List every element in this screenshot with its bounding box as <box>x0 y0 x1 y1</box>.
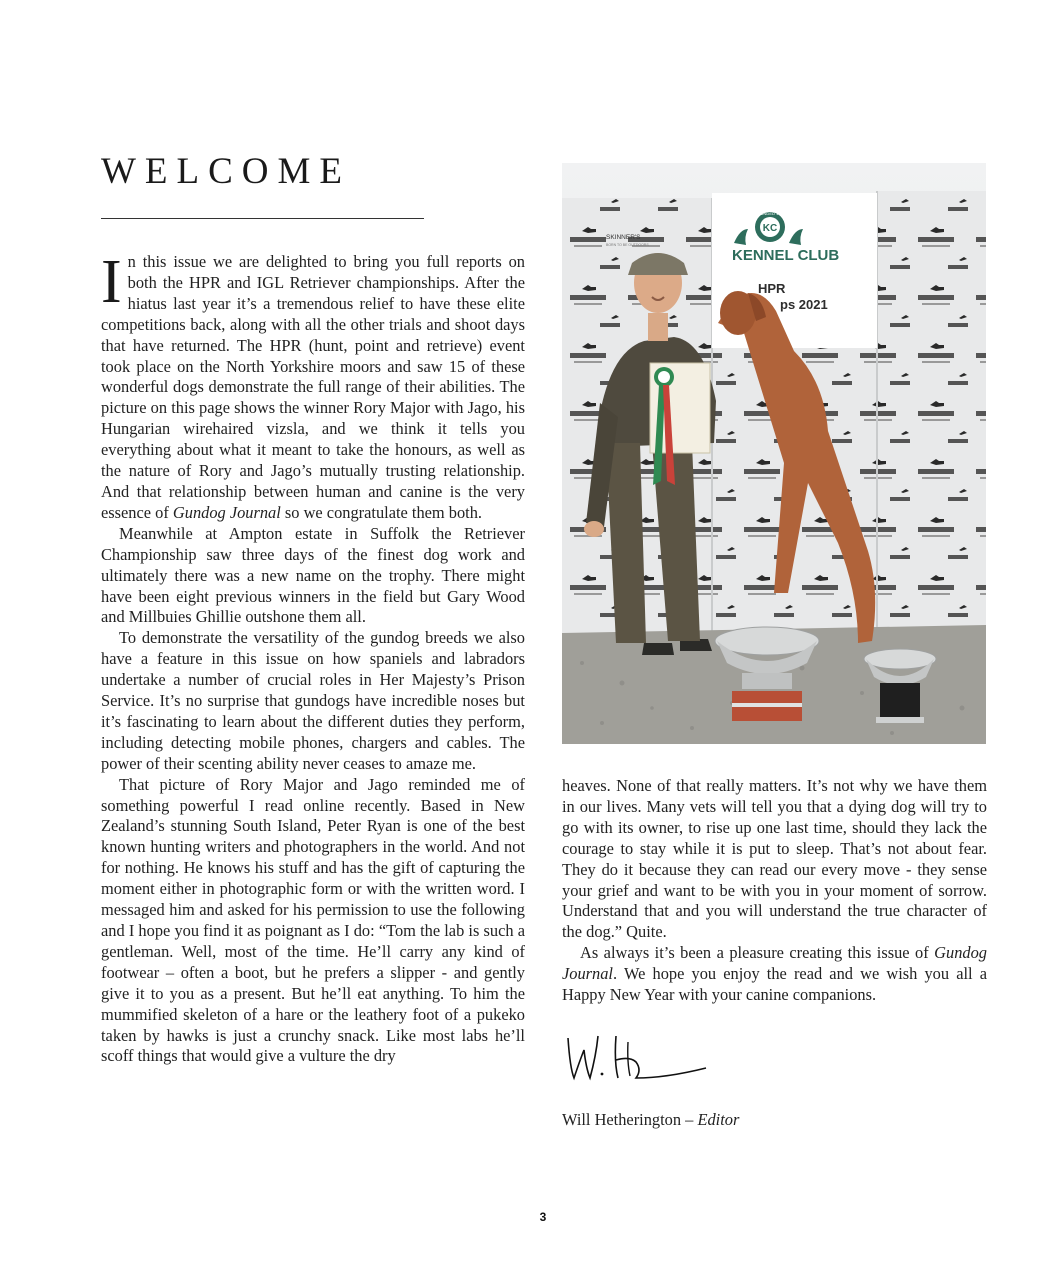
paragraph-text: so we congratulate them both. <box>280 502 482 522</box>
drop-cap: I <box>101 248 122 316</box>
svg-text:BORN TO BE OUTDOORS: BORN TO BE OUTDOORS <box>606 243 649 247</box>
paragraph-quote-end: heaves. None of that really matters. It’s not why we have them in our lives. Many vets will tell you that a dying dog will try to go with its owner, to rise up one last time, should they lack the courage to stay while it is put to sleep. That’s not about fear. They do it because they can read our every move - they sense your grief and want to be with you in your moment of sorrow. Understand that and you will understand the true character of the dog.” Quite. <box>562 776 987 942</box>
kc-badge-text: KC <box>762 223 778 234</box>
magazine-name: Gundog Journal <box>172 502 281 522</box>
editor-role: Editor <box>697 1110 740 1129</box>
banner-title: KENNEL CLUB <box>732 247 840 264</box>
svg-text:FOUNDED 1873: FOUNDED 1873 <box>755 211 785 216</box>
paragraph-intro <box>101 248 525 524</box>
article-right-column <box>562 776 987 1006</box>
editor-signature <box>562 1030 712 1086</box>
paragraph-retriever: Meanwhile at Ampton estate in Suffolk the Retriever Championship saw three days of the finest dog work and ultimately there was a new name on the trophy. There might have been eight previous winners in the field but Gary Wood and Millbuies Ghillie outshone them all. <box>101 523 525 627</box>
page-number: 3 <box>539 1210 547 1224</box>
backdrop-panel-right <box>877 191 986 641</box>
cover-photo <box>562 163 986 744</box>
banner-line-year: ps 2021 <box>780 297 828 312</box>
editor-name: Will Hetherington – <box>562 1110 698 1129</box>
article-left-column <box>101 248 525 1067</box>
magazine-name: Gundog Journal <box>562 943 987 984</box>
title-divider <box>101 218 424 219</box>
paragraph-prison-service: To demonstrate the versatility of the gundog breeds we also have a feature in this issue on how spaniels and labradors undertake a number of crucial roles in Her Majesty’s Prison Service. It’s no surprise that gundogs have incredible noses but it’s fascinating to learn about the different duties they perform, including detecting mobile phones, chargers and cables. The power of their scenting ability never ceases to amaze me. <box>101 628 525 773</box>
banner-line-hpr: HPR <box>758 281 786 296</box>
paragraph-peter-ryan: That picture of Rory Major and Jago reminded me of something powerful I read online recently. Based in New Zealand’s stunning South Island, Peter Ryan is one of the best known hunting writers and photographers in the world. And not for nothing. He knows his stuff and has the gift of capturing the moment either in photographic form or with the written word. I messaged him and asked for his permission to use the following and I hope you find it as poignant as I do: “Tom the lab is such a gentleman. Well, most of the time. He’ll carry any kind of footwear – often a boot, but he prefers a slipper - and gently give it to you as a present. But he’ll eat anything. To him the mummified skeleton of a hare or the leathery foot of a pukeko taken by hawks is just a crunchy snack. Like most labs he’ll scoff things that would give a vulture the dry <box>101 774 525 1066</box>
page-title: WELCOME <box>101 151 352 192</box>
svg-text:SKINNER'S: SKINNER'S <box>606 234 641 241</box>
paragraph-closing: As always it’s been a pleasure creating this issue of Gundog Journal. We hope you enjoy the read and we wish you all a Happy New Year with your canine companions. <box>562 943 987 1005</box>
editor-signoff <box>562 1110 739 1130</box>
paragraph-text: n this issue we are delighted to bring you full reports on both the HPR and IGL Retriever championships. After the hiatus last year it’s a tremendous relief to have these elite competitions back, along with all the other trials and shoot days that have returned. The HPR (hunt, point and retrieve) event took place on the North Yorkshire moors and saw 15 of these wonderful dogs demonstrate the full range of their abilities. The picture on this page shows the winner Rory Major with Jago, his Hungarian wirehaired vizsla, and we think it tells you everything about what it meant to take the honours, as well as the nature of Rory and Jago’s mutually trusting relationship. And that relationship between human and canine is the very essence of <box>101 252 525 522</box>
